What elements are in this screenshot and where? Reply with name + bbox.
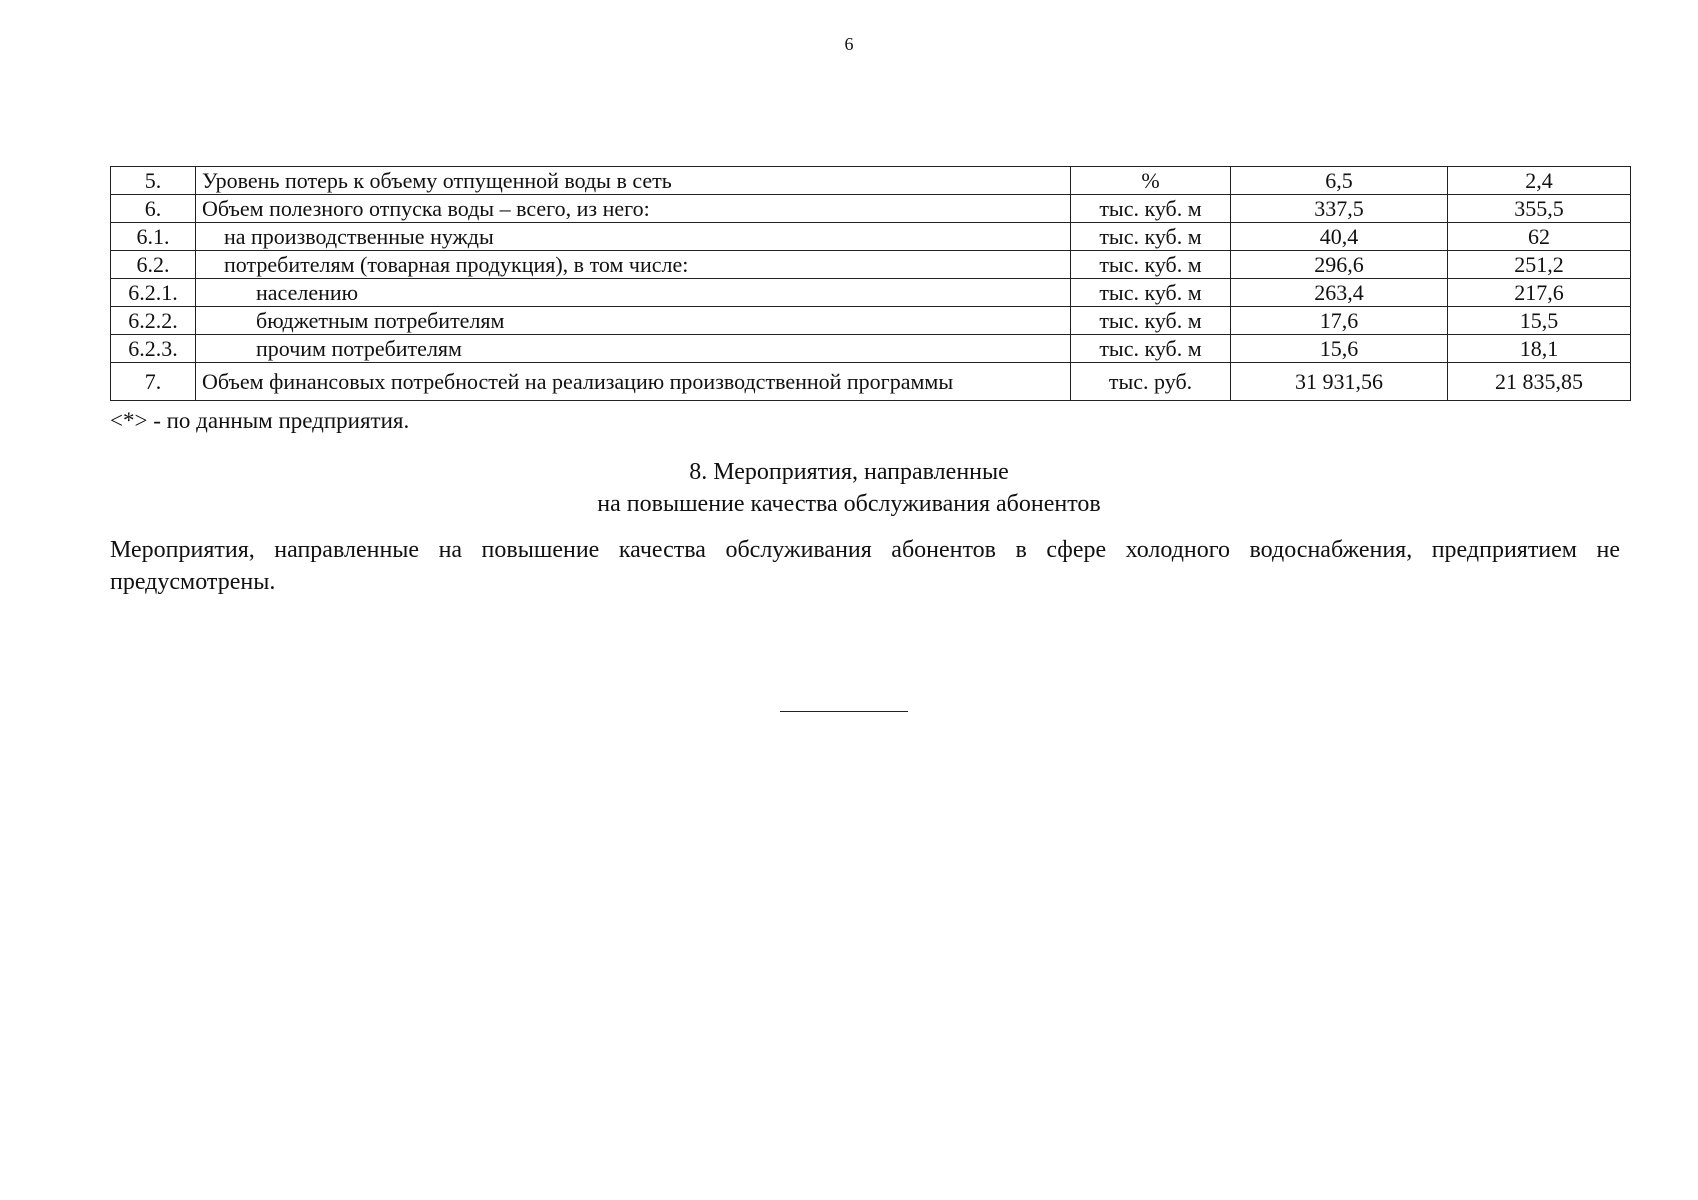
table-row [111, 279, 1631, 307]
unit-cell: тыс. куб. м [1071, 223, 1231, 251]
table-row [111, 335, 1631, 363]
value-2-cell: 217,6 [1448, 279, 1631, 307]
indicator-name-cell: населению [196, 279, 1071, 307]
value-2-cell: 355,5 [1448, 195, 1631, 223]
indicator-name-cell: прочим потребителям [196, 335, 1071, 363]
row-number-cell: 7. [111, 363, 196, 401]
section-paragraph: Мероприятия, направленные на повышение качества обслуживания абонентов в сфере холодного водоснабжения, предприятием не предусмотрены. [110, 537, 1620, 595]
table-row [111, 195, 1631, 223]
row-number-cell: 6. [111, 195, 196, 223]
row-number-cell: 6.2.3. [111, 335, 196, 363]
indicators-table [110, 166, 1631, 401]
unit-cell: тыс. куб. м [1071, 251, 1231, 279]
page-number: 6 [844, 34, 854, 54]
value-1-cell: 15,6 [1231, 335, 1448, 363]
value-1-cell: 6,5 [1231, 167, 1448, 195]
value-2-cell: 2,4 [1448, 167, 1631, 195]
value-1-cell: 31 931,56 [1231, 363, 1448, 401]
row-number-cell: 6.2.2. [111, 307, 196, 335]
table-row [111, 251, 1631, 279]
table-row [111, 167, 1631, 195]
row-number-cell: 6.2.1. [111, 279, 196, 307]
unit-cell: тыс. руб. [1071, 363, 1231, 401]
indicator-name-cell: потребителям (товарная продукция), в том числе: [196, 251, 1071, 279]
end-divider [780, 711, 908, 712]
row-number-cell: 6.2. [111, 251, 196, 279]
row-number-cell: 5. [111, 167, 196, 195]
table-row [111, 363, 1631, 401]
value-1-cell: 40,4 [1231, 223, 1448, 251]
table-row [111, 307, 1631, 335]
indicator-name-cell: на производственные нужды [196, 223, 1071, 251]
unit-cell: тыс. куб. м [1071, 195, 1231, 223]
row-number-cell: 6.1. [111, 223, 196, 251]
value-2-cell: 21 835,85 [1448, 363, 1631, 401]
table-row [111, 223, 1631, 251]
section-heading-line-1: 8. Мероприятия, направленные [689, 459, 1009, 485]
indicator-name-cell: Уровень потерь к объему отпущенной воды в сеть [196, 167, 1071, 195]
indicator-name-cell: бюджетным потребителям [196, 307, 1071, 335]
section-heading [0, 456, 1698, 520]
value-2-cell: 62 [1448, 223, 1631, 251]
unit-cell: тыс. куб. м [1071, 307, 1231, 335]
value-1-cell: 337,5 [1231, 195, 1448, 223]
value-2-cell: 18,1 [1448, 335, 1631, 363]
unit-cell: % [1071, 167, 1231, 195]
table-footnote: <*> - по данным предприятия. [110, 408, 410, 433]
value-2-cell: 15,5 [1448, 307, 1631, 335]
value-2-cell: 251,2 [1448, 251, 1631, 279]
value-1-cell: 296,6 [1231, 251, 1448, 279]
value-1-cell: 263,4 [1231, 279, 1448, 307]
unit-cell: тыс. куб. м [1071, 335, 1231, 363]
indicator-name-cell: Объем полезного отпуска воды – всего, из него: [196, 195, 1071, 223]
indicator-name-cell: Объем финансовых потребностей на реализацию производственной программы [196, 363, 1071, 401]
unit-cell: тыс. куб. м [1071, 279, 1231, 307]
section-heading-line-2: на повышение качества обслуживания абонентов [597, 491, 1101, 517]
value-1-cell: 17,6 [1231, 307, 1448, 335]
